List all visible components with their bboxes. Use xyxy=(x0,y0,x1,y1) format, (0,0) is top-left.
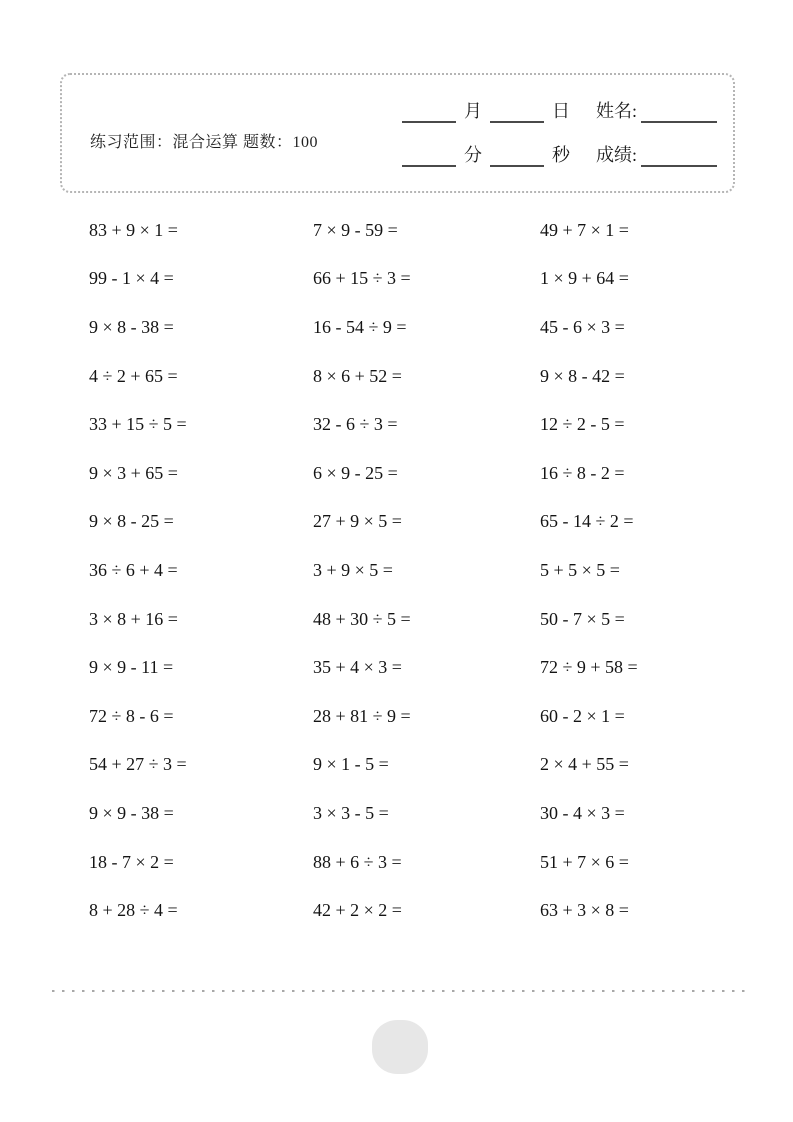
problem-cell: 35 + 4 × 3 = xyxy=(313,657,402,678)
practice-info-label: 练习范围：混合运算 题数：100 xyxy=(90,134,319,151)
minute-label: 分 xyxy=(464,145,482,165)
problem-cell: 72 ÷ 8 - 6 = xyxy=(89,705,174,726)
problem-cell: 33 + 15 ÷ 5 = xyxy=(89,414,187,435)
problem-cell: 2 × 4 + 55 = xyxy=(540,754,629,775)
problem-cell: 5 + 5 × 5 = xyxy=(540,559,620,580)
problem-cell: 6 × 9 - 25 = xyxy=(313,462,398,483)
problem-cell: 16 - 54 ÷ 9 = xyxy=(313,316,407,337)
problem-cell: 3 + 9 × 5 = xyxy=(313,559,393,580)
problem-cell: 42 + 2 × 2 = xyxy=(313,900,402,921)
problem-cell: 50 - 7 × 5 = xyxy=(540,608,625,629)
problem-cell: 16 ÷ 8 - 2 = xyxy=(540,462,625,483)
problem-cell: 88 + 6 ÷ 3 = xyxy=(313,851,402,872)
problem-cell: 28 + 81 ÷ 9 = xyxy=(313,705,411,726)
problem-cell: 66 + 15 ÷ 3 = xyxy=(313,268,411,289)
header-box xyxy=(60,73,735,193)
problem-cell: 9 × 8 - 25 = xyxy=(89,511,174,532)
score-blank xyxy=(641,147,717,167)
header-fields xyxy=(402,97,722,185)
second-label: 秒 xyxy=(552,145,570,165)
score-label: 成绩: xyxy=(596,145,638,165)
problem-cell: 4 ÷ 2 + 65 = xyxy=(89,365,178,386)
problems-grid xyxy=(89,206,749,935)
problem-cell: 65 - 14 ÷ 2 = xyxy=(540,511,634,532)
problem-cell: 99 - 1 × 4 = xyxy=(89,268,174,289)
problem-cell: 83 + 9 × 1 = xyxy=(89,219,178,240)
problem-cell: 27 + 9 × 5 = xyxy=(313,511,402,532)
second-blank xyxy=(490,147,544,167)
problem-cell: 51 + 7 × 6 = xyxy=(540,851,629,872)
problem-cell: 18 - 7 × 2 = xyxy=(89,851,174,872)
problem-cell: 3 × 8 + 16 = xyxy=(89,608,178,629)
day-blank xyxy=(490,103,544,123)
problem-cell: 30 - 4 × 3 = xyxy=(540,802,625,823)
problem-cell: 49 + 7 × 1 = xyxy=(540,219,629,240)
name-blank xyxy=(641,103,717,123)
problem-cell: 9 × 9 - 11 = xyxy=(89,657,174,678)
problem-cell: 48 + 30 ÷ 5 = xyxy=(313,608,411,629)
name-label: 姓名: xyxy=(596,101,638,121)
time-row xyxy=(402,141,722,167)
problem-cell: 12 ÷ 2 - 5 = xyxy=(540,414,625,435)
problem-cell: 36 ÷ 6 + 4 = xyxy=(89,559,178,580)
problem-cell: 3 × 3 - 5 = xyxy=(313,802,389,823)
problem-cell: 72 ÷ 9 + 58 = xyxy=(540,657,638,678)
problem-cell: 8 + 28 ÷ 4 = xyxy=(89,900,178,921)
problem-cell: 7 × 9 - 59 = xyxy=(313,219,398,240)
problem-cell: 63 + 3 × 8 = xyxy=(540,900,629,921)
bottom-dashed-separator xyxy=(52,990,745,992)
minute-blank xyxy=(402,147,456,167)
problem-cell: 9 × 8 - 38 = xyxy=(89,316,174,337)
problem-cell: 8 × 6 + 52 = xyxy=(313,365,402,386)
page-footer-mark xyxy=(372,1020,428,1074)
problem-cell: 1 × 9 + 64 = xyxy=(540,268,629,289)
problem-cell: 9 × 9 - 38 = xyxy=(89,802,174,823)
month-blank xyxy=(402,103,456,123)
problem-cell: 9 × 8 - 42 = xyxy=(540,365,625,386)
problem-cell: 45 - 6 × 3 = xyxy=(540,316,625,337)
problem-cell: 9 × 3 + 65 = xyxy=(89,462,178,483)
problem-cell: 32 - 6 ÷ 3 = xyxy=(313,414,398,435)
problem-cell: 54 + 27 ÷ 3 = xyxy=(89,754,187,775)
problem-cell: 9 × 1 - 5 = xyxy=(313,754,389,775)
month-label: 月 xyxy=(464,101,482,121)
day-label: 日 xyxy=(552,101,570,121)
date-row xyxy=(402,97,722,123)
problem-cell: 60 - 2 × 1 = xyxy=(540,705,625,726)
